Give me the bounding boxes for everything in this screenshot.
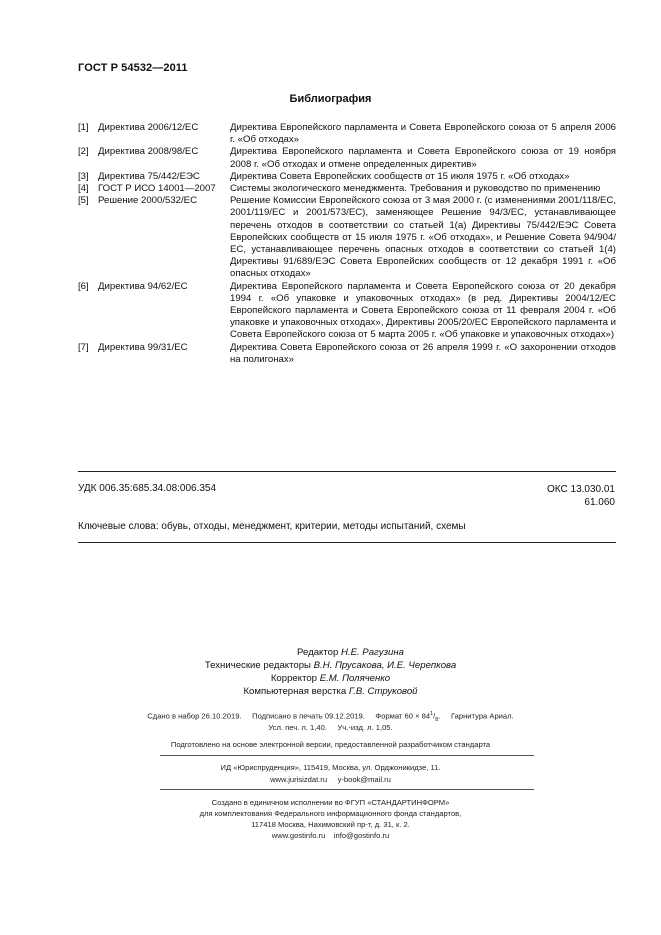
layout-label: Компьютерная верстка bbox=[243, 686, 347, 697]
format: Формат 60 × 84 bbox=[375, 711, 431, 721]
created-line-1: Создано в единичном исполнении во ФГУП «СТАНДАРТИНФОРМ» bbox=[211, 798, 450, 807]
corrector-label: Корректор bbox=[270, 673, 318, 684]
print-sheets: Усл. печ. л. 1,40. bbox=[268, 723, 327, 732]
item-description: Директива Европейского парламента и Совета Европейского союза от 19 ноября 2008 г. «Об отходах и отмене определенных директив» bbox=[230, 146, 616, 170]
item-number: [5] bbox=[78, 195, 89, 207]
format-den: 8 bbox=[435, 717, 439, 724]
item-description: Решение Комиссии Европейского союза от 3 мая 2000 г. (с изменениями 2001/118/ЕС, 2001/119/ЕС и 2001/573/ЕС), заменяющее Решение 94/3/ЕС, устанавливающее перечень отходов в соответствии со статьей 1(а) Директивы 75/442/ЕЭС Совета Европейских сообществ от 15 июля 1975 г. «Об отходах», и Решение Совета 94/904/ЕС, устанавливающее перечень опасных отходов в соответствии со статьей 1(4) Директивы 91/689/ЕЭС Совета Европейских сообществ от 12 декабря 1991 г. «Об опасных отходах» bbox=[230, 195, 616, 280]
item-description: Директива Совета Европейских сообществ от 15 июля 1975 г. «Об отходах» bbox=[230, 170, 570, 182]
imprint-line-2 bbox=[0, 722, 661, 733]
bibliography-item bbox=[78, 146, 616, 170]
item-description: Системы экологического менеджмента. Требования и руководство по применению bbox=[230, 183, 601, 195]
created-line-3: 117418 Москва, Нахимовский пр-т, д. 31, к. 2. bbox=[251, 820, 410, 829]
corrector-line bbox=[0, 672, 661, 685]
tech-names: В.Н. Прусакова, И.Е. Черепкова bbox=[313, 660, 457, 671]
item-number: [3] bbox=[78, 170, 89, 182]
imprint-divider bbox=[160, 755, 534, 756]
item-description: Директива Совета Европейского союза от 26 апреля 1999 г. «О захоронении отходов на полигонах» bbox=[230, 341, 616, 365]
tech-label: Технические редакторы bbox=[204, 660, 311, 671]
item-number: [2] bbox=[78, 146, 89, 158]
prepared-note: Подготовлено на основе электронной версии, предоставленной разработчиком стандарта bbox=[170, 740, 491, 749]
gostinfo-contacts bbox=[0, 830, 661, 841]
item-document: Директива 94/62/ЕС bbox=[98, 280, 188, 292]
imprint-line-1: Сдано в набор 26.10.2019. Подписано в печать 09.12.2019. Формат $60 \times 84^1/_8$. Гарнитура Ариал. bbox=[147, 711, 514, 724]
format-num: 1 bbox=[430, 711, 434, 717]
bibliography-item bbox=[78, 281, 616, 342]
item-document: Директива 2008/98/ЕС bbox=[98, 146, 199, 158]
item-description: Директива Европейского парламента и Совета Европейского союза от 5 апреля 2006 г. «Об отходах» bbox=[230, 122, 616, 146]
item-document: Директива 99/31/ЕС bbox=[98, 341, 188, 353]
oks-code bbox=[547, 483, 615, 509]
bibliography-item bbox=[78, 122, 616, 146]
publisher-email-link[interactable]: y-book@mail.ru bbox=[337, 775, 391, 784]
bibliography-item bbox=[78, 171, 616, 183]
udc-code: УДК 006.35:685.34.08:006.354 bbox=[78, 483, 217, 494]
bottom-divider bbox=[78, 542, 616, 543]
typeset-date: Сдано в набор 26.10.2019. bbox=[147, 711, 242, 721]
credits-block bbox=[0, 646, 661, 698]
item-document: ГОСТ Р ИСО 14001—2007 bbox=[98, 183, 216, 195]
oks-sub: 61.060 bbox=[584, 497, 615, 508]
bibliography-item bbox=[78, 342, 616, 366]
signed-date: Подписано в печать 09.12.2019. bbox=[252, 711, 365, 721]
gostinfo-email-link[interactable]: info@gostinfo.ru bbox=[333, 831, 390, 840]
item-document: Директива 75/442/ЕЭС bbox=[98, 170, 200, 182]
publisher-site-link[interactable]: www.jurisizdat.ru bbox=[270, 775, 328, 784]
item-description: Директива Европейского парламента и Совета Европейского союза от 20 декабря 1994 г. «Об упаковке и упаковочных отходах» (в ред. Директивы 2004/12/ЕС Европейского парламента и Совета Европейского союза от 11 февраля 2004 г. «Об упаковке и упаковочных отходах», Директивы 2005/20/ЕС Европейского парламента и Совета Европейского союза от 5 марта 2005 г. «Об упаковке и упаковочных отходах») bbox=[230, 280, 616, 341]
layout-name: Г.В. Струковой bbox=[348, 686, 418, 697]
typeface: Гарнитура Ариал. bbox=[450, 711, 514, 721]
item-number: [6] bbox=[78, 280, 89, 292]
tech-editors-line bbox=[0, 659, 661, 672]
bibliography-item bbox=[78, 183, 616, 195]
item-document: Директива 2006/12/ЕС bbox=[98, 122, 199, 133]
bibliography-title: Библиография bbox=[289, 93, 372, 105]
top-divider bbox=[78, 471, 616, 472]
gostinfo-site-link[interactable]: www.gostinfo.ru bbox=[271, 831, 326, 840]
standard-number: ГОСТ Р 54532—2011 bbox=[78, 62, 188, 74]
bibliography-list bbox=[78, 122, 616, 366]
corrector-name: Е.М. Поляченко bbox=[319, 673, 391, 684]
layout-line bbox=[0, 685, 661, 698]
keywords: Ключевые слова: обувь, отходы, менеджмент, критерии, методы испытаний, схемы bbox=[78, 521, 466, 532]
editor-name: Н.Е. Рагузина bbox=[340, 647, 404, 658]
editor-label: Редактор bbox=[297, 647, 339, 658]
created-line-2: для комплектования Федерального информационного фонда стандартов, bbox=[199, 809, 462, 818]
bibliography-item bbox=[78, 195, 616, 280]
item-number: [7] bbox=[78, 341, 89, 353]
publisher-divider bbox=[160, 789, 534, 790]
item-number: [1] bbox=[78, 122, 89, 133]
publisher-contacts bbox=[0, 774, 661, 785]
oks-main: ОКС 13.030.01 bbox=[547, 484, 615, 495]
item-number: [4] bbox=[78, 183, 89, 195]
item-document: Решение 2000/532/ЕС bbox=[98, 195, 198, 207]
editor-line bbox=[0, 646, 661, 659]
publisher-sheets: Уч.-изд. л. 1,05. bbox=[337, 723, 393, 732]
publisher-line: ИД «Юриспруденция», 115419, Москва, ул. Орджоникидзе, 11. bbox=[220, 763, 441, 772]
